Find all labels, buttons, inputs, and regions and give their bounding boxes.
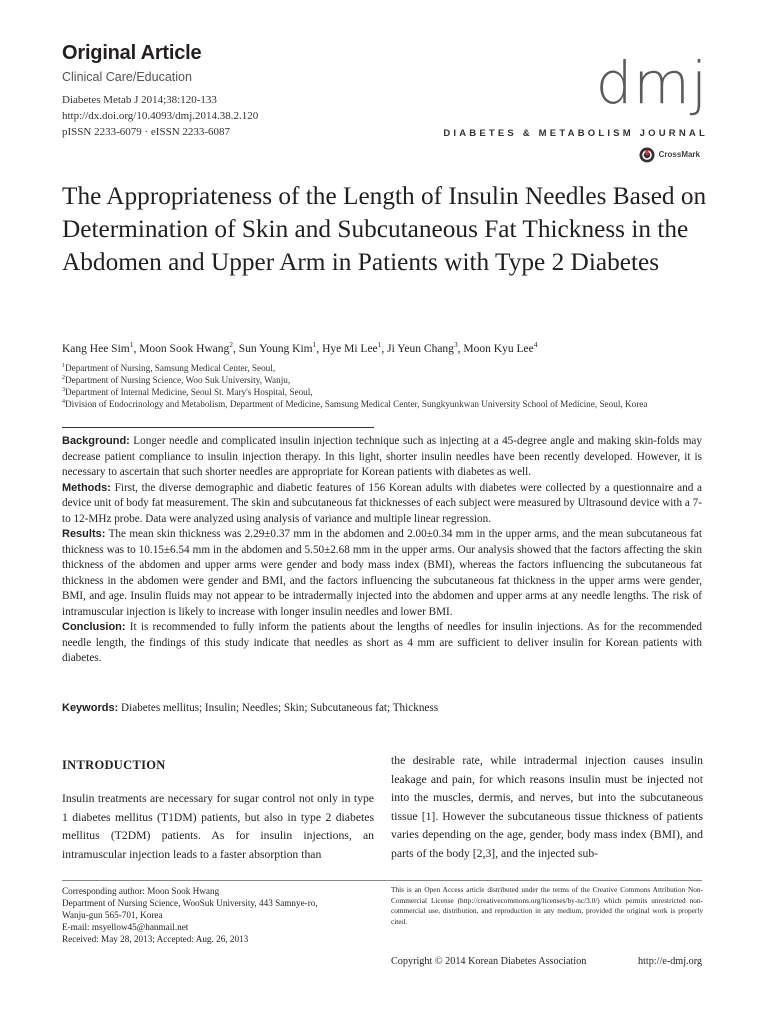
footer-divider <box>62 880 702 881</box>
journal-url[interactable]: http://e-dmj.org <box>637 956 702 967</box>
abstract-methods: Methods: First, the diverse demographic and diabetic features of 156 Korean adults with diabetes were collected by a questionnaire and a device unit of body fat measurement. The skin and subcutaneous fat thicknesses of each subject were measured by Ultrasound device with a 7- to 12-MHz probe. Data were analyzed using analysis of variance and multiple linear regression. <box>62 481 702 525</box>
address-line: Wanju-gun 565-701, Korea <box>62 910 163 920</box>
article-title: The Appropriateness of the Length of Insulin Needles Based on Determination of Skin and Subcutaneous Fat Thickness in the Abdomen and Upper Arm in Patients with Type 2 Diabetes <box>62 182 707 276</box>
email[interactable]: E-mail: msyellow45@hanmail.net <box>62 922 189 932</box>
author-list <box>62 340 537 355</box>
crossmark-icon <box>639 147 655 163</box>
section-label: Clinical Care/Education <box>62 70 192 84</box>
affiliation: $^1$Department of Nursing, Samsung Medical Center, Seoul, <box>62 363 276 374</box>
crossmark-label: CrossMark <box>658 150 700 159</box>
issn: pISSN 2233-6079 · eISSN 2233-6087 <box>62 126 231 138</box>
affiliation: $^2$Department of Nursing Science, Woo Suk University, Wanju, <box>62 375 291 386</box>
author: Ji Yeun Chang$^3$, <box>387 340 464 355</box>
abstract-results: Results: The mean skin thickness was 2.29±0.37 mm in the abdomen and 2.00±0.34 mm in the upper arms, and the mean subcutaneous fat thickness was to 10.15±6.54 mm in the abdomen and 5.50±2.68 mm in the upper arms. Our analysis showed that the factors affecting the skin thickness of the abdomen and upper arms were gender and body mass index (BMI), whereas the factors influencing the subcutaneous fat thickness in the abdomen were gender and BMI, and the factors influencing the subcutaneous fat thickness in the upper arms were gender, BMI, and age. Insulin fluids may not appear to be intradermally injected into the abdomen and upper arms at any needle lengths. The risk of intramuscular injection is likely to increase with longer insulin needles and lower BMI. <box>62 528 702 618</box>
journal-logo: dmj <box>595 49 708 117</box>
address-line: Department of Nursing Science, WooSuk University, 443 Samnye-ro, <box>62 898 318 908</box>
abstract <box>62 434 702 667</box>
doi-link[interactable]: http://dx.doi.org/10.4093/dmj.2014.38.2.120 <box>62 110 259 122</box>
body-text-right: the desirable rate, while intradermal injection causes insulin leakage and pain, for which reasons insulin must be injected not into the muscles, dermis, and nerves, but into the subcutaneous tissue [1]. However the subcutaneous tissue thickness of patients varies depending on the age, gender, body mass index (BMI), and parts of the body [2,3], and the injected sub- <box>391 754 703 860</box>
section-heading: INTRODUCTION <box>62 758 166 772</box>
corresponding-author <box>62 885 374 945</box>
author: Kang Hee Sim$^1$, <box>62 340 140 355</box>
author: Moon Kyu Lee$^4$ <box>463 340 538 355</box>
affiliation: $^4$Division of Endocrinology and Metabolism, Department of Medicine, Samsung Medical Center, Sungkyunkwan University School of Medicine, Seoul, Korea <box>62 399 648 410</box>
license-notice: This is an Open Access article distributed under the terms of the Creative Commons Attribution Non-Commercial License (http://creativecommons.org/licenses/by-nc/3.0/) which permits unrestricted non-commercial use, distribution, and reproduction in any medium, provided the original work is properly cited. <box>391 885 703 926</box>
received-date: Received: May 28, 2013; Accepted: Aug. 26, 2013 <box>62 934 249 944</box>
article-type: Original Article <box>62 42 202 64</box>
author: Moon Sook Hwang$^2$, <box>139 340 239 355</box>
crossmark-badge[interactable] <box>639 147 700 163</box>
corresponding-author-name: Corresponding author: Moon Sook Hwang <box>62 886 220 896</box>
copyright: Copyright © 2014 Korean Diabetes Association <box>391 956 587 967</box>
author: Sun Young Kim$^1$, <box>238 340 323 355</box>
author: Hye Mi Lee$^1$, <box>322 340 388 355</box>
abstract-background: Background: Longer needle and complicated insulin injection technique such as injecting at a 45-degree angle and making skin-folds may decrease patient compliance to insulin injection therapy. In this light, shorter insulin needles have been recently developed. However, it is necessary to ascertain that such shorter needles are appropriate for Korean patients with diabetes as well. <box>62 435 702 478</box>
journal-name: DIABETES & METABOLISM JOURNAL <box>443 128 708 139</box>
affiliation: $^3$Department of Internal Medicine, Seoul St. Mary's Hospital, Seoul, <box>62 387 313 398</box>
body-text-left: Insulin treatments are necessary for sugar control not only in type 1 diabetes mellitus (T1DM) patients, but also in type 2 diabetes mellitus (T2DM) patients. As for insulin injections, an intramuscular injection leads to a faster absorption than <box>62 792 374 861</box>
citation: Diabetes Metab J 2014;38:120-133 <box>62 94 217 106</box>
abstract-conclusion: Conclusion: It is recommended to fully inform the patients about the lengths of needles for insulin injections. As for the recommended needle length, the findings of this study indicate that needles as short as 4 mm are sufficient to deliver insulin for Korean patients with diabetes. <box>62 621 702 664</box>
keywords: Keywords: Diabetes mellitus; Insulin; Needles; Skin; Subcutaneous fat; Thickness <box>62 702 439 714</box>
divider <box>62 427 374 428</box>
